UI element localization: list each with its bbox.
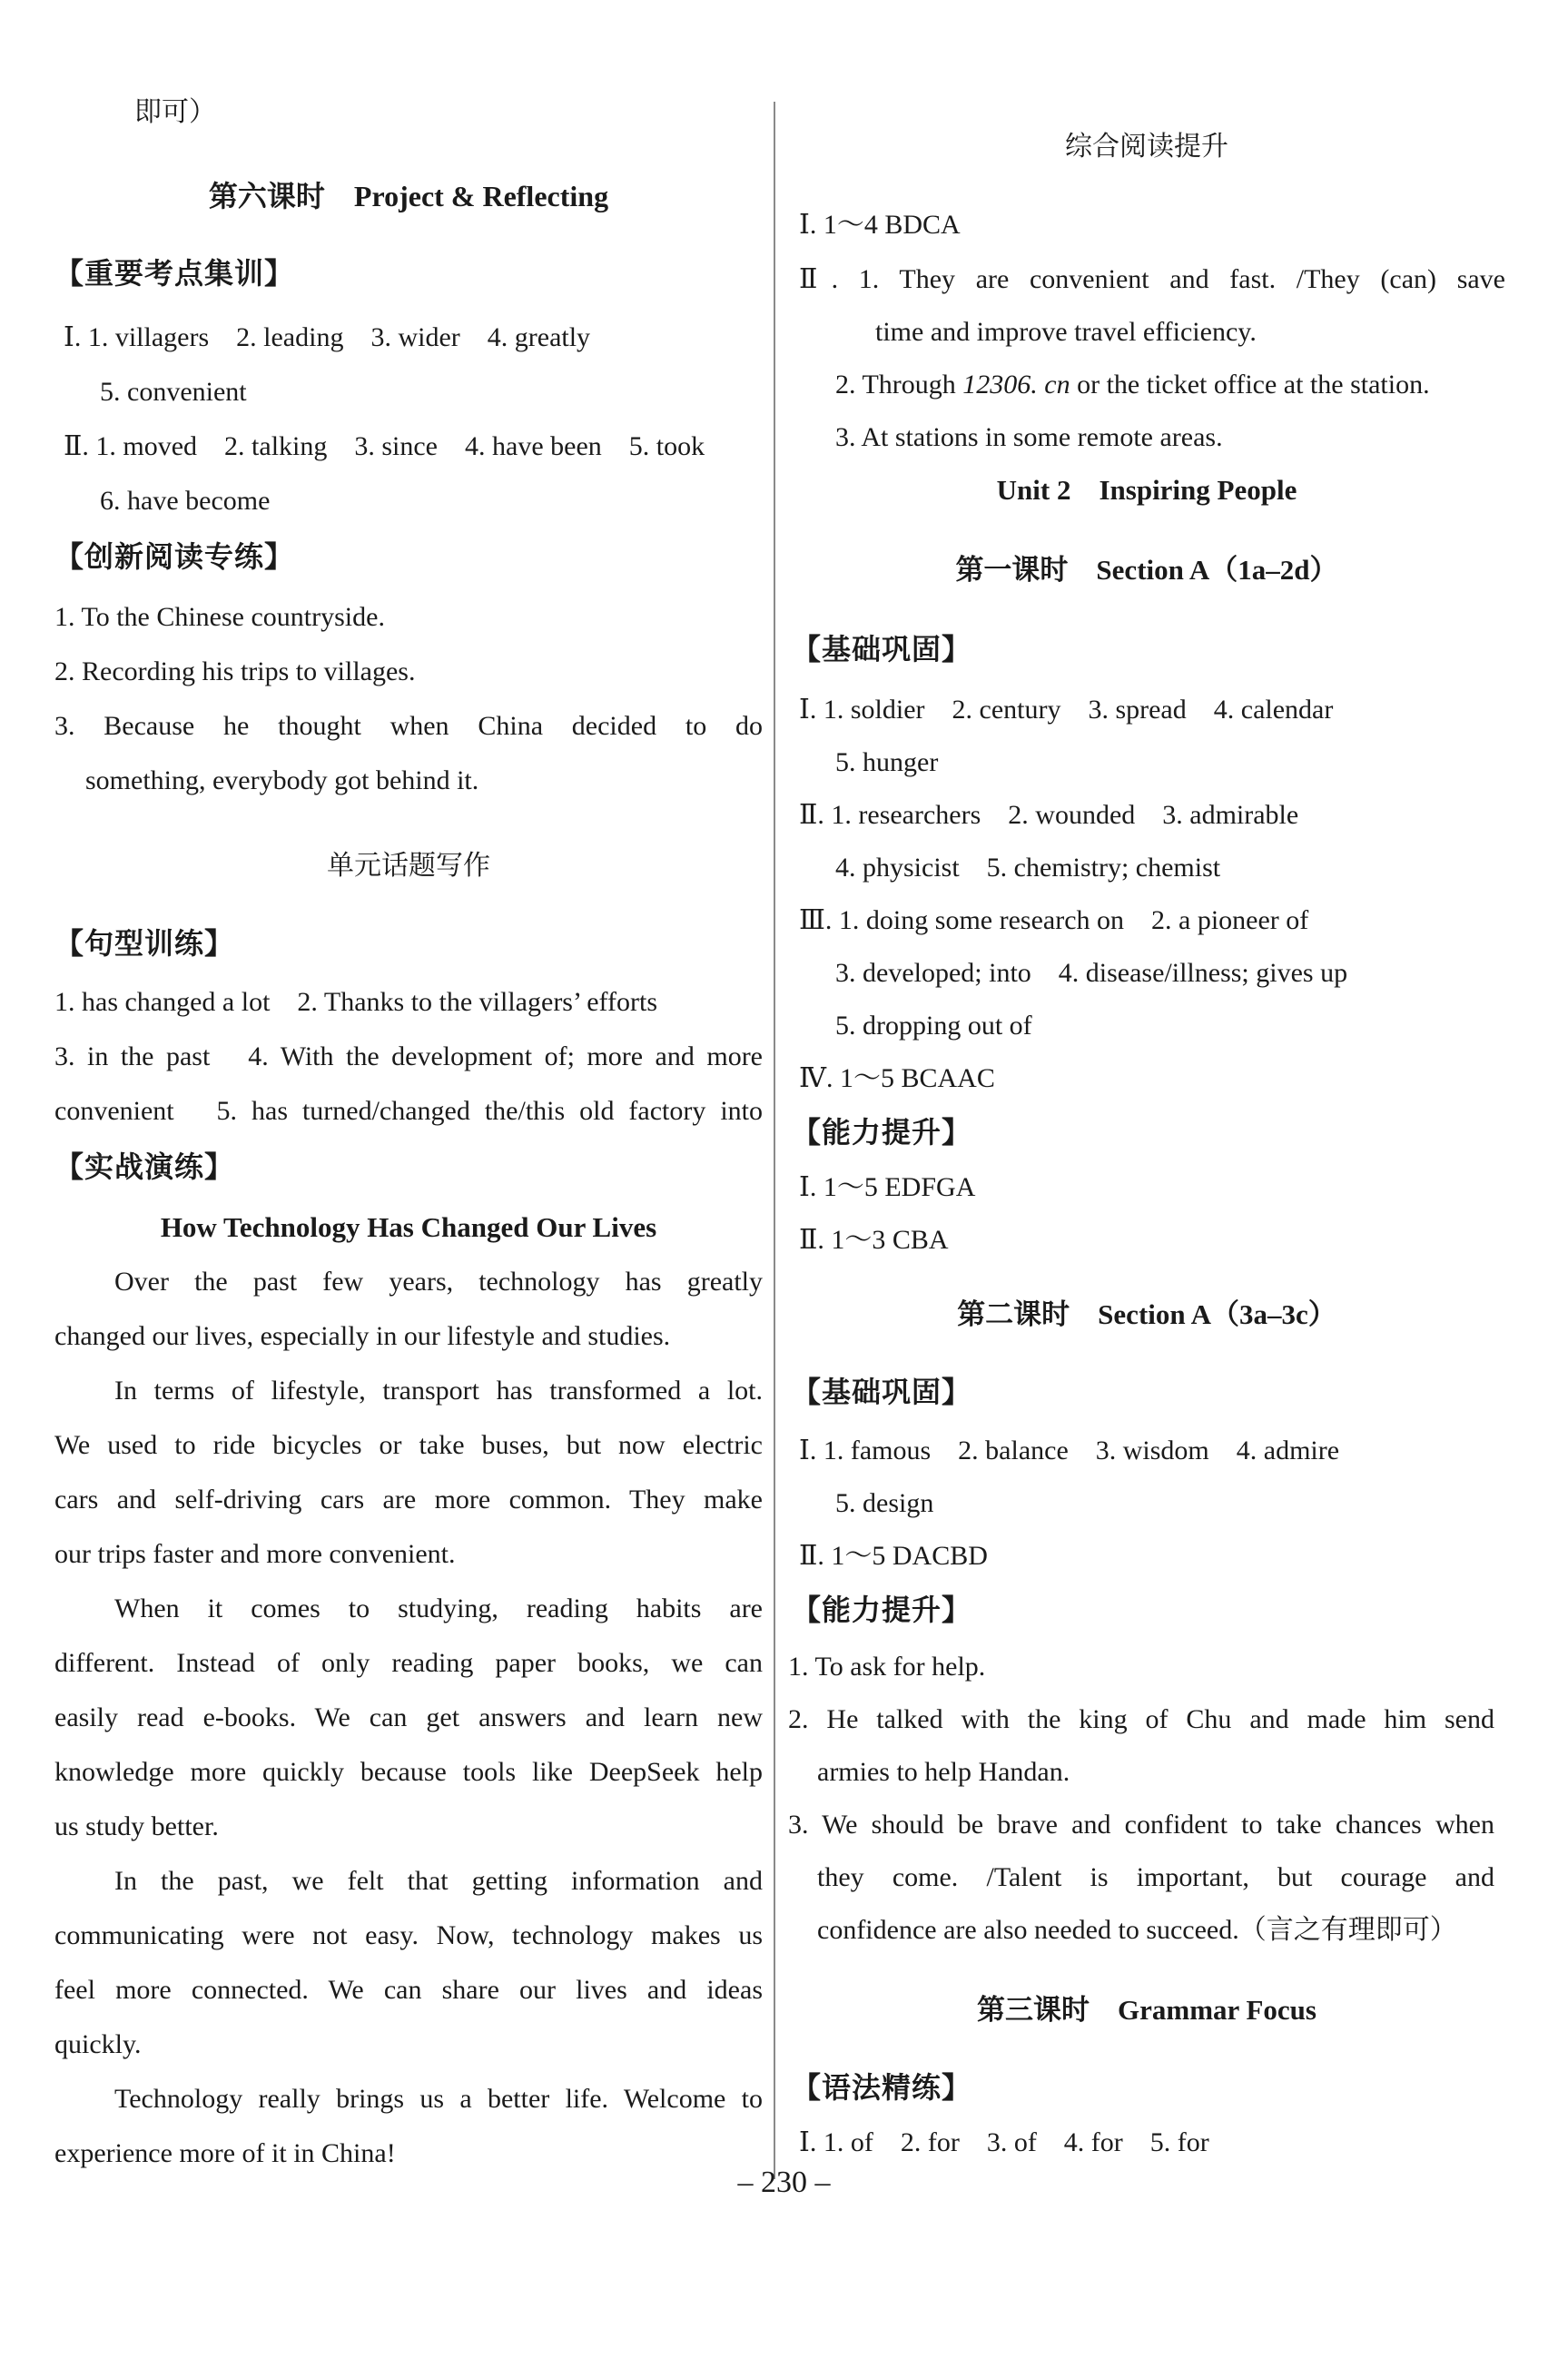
answer-text: 2. Through	[835, 370, 963, 400]
website-text: 12306. cn	[962, 370, 1070, 400]
answer-line	[835, 367, 1430, 403]
answer-line: 1. To ask for help.	[788, 1652, 986, 1682]
section-heading: 【实战演练】	[54, 1149, 235, 1184]
answer-line: 5. dropping out of	[835, 1011, 1032, 1041]
essay-line: different. Instead of only reading paper books, we can	[54, 1648, 763, 1678]
section-heading: 【创新阅读专练】	[54, 539, 295, 574]
answer-line: Ⅱ. 1～5 DACBD	[799, 1541, 988, 1571]
essay-line: Technology really brings us a better life. Welcome to	[114, 2084, 763, 2114]
unit-writing-title: 单元话题写作	[327, 850, 490, 882]
answer-line: confidence are also needed to succeed.（言之有理即可）	[817, 1915, 1457, 1945]
answer-line: something, everybody got behind it.	[85, 765, 479, 795]
essay-line: When it comes to studying, reading habits are	[114, 1593, 763, 1623]
lesson-3-title: 第三课时 Grammar Focus	[977, 1994, 1317, 2026]
answer-line: Ⅰ. 1. soldier 2. century 3. spread 4. calendar	[799, 695, 1334, 725]
left-column	[54, 0, 763, 2168]
section-heading: 【句型训练】	[54, 926, 235, 961]
answer-line: 3. developed; into 4. disease/illness; gives up	[835, 958, 1348, 988]
section-heading: 【基础巩固】	[792, 632, 972, 666]
reading-title: 综合阅读提升	[1065, 131, 1228, 163]
answer-line: 6. have become	[100, 486, 271, 516]
answer-line: convenient 5. has turned/changed the/this old factory into	[54, 1096, 763, 1126]
essay-line: We used to ride bicycles or take buses, but now electric	[54, 1430, 763, 1460]
answer-line: Ⅰ. 1. of 2. for 3. of 4. for 5. for	[799, 2127, 1209, 2157]
column-divider	[774, 102, 775, 2179]
unit-title: Unit 2 Inspiring People	[996, 474, 1297, 506]
answer-line: time and improve travel efficiency.	[875, 317, 1257, 347]
lesson-6-title: 第六课时 Project & Reflecting	[208, 180, 609, 212]
answer-line: 3. Because he thought when China decided to do	[54, 711, 763, 741]
answer-text: or the ticket office at the station.	[1070, 370, 1430, 400]
answer-line: 4. physicist 5. chemistry; chemist	[835, 853, 1221, 883]
essay-line: quickly.	[54, 2029, 142, 2059]
lesson-1-title: 第一课时 Section A（1a–2d）	[955, 554, 1338, 586]
answer-line: Ⅰ. 1. famous 2. balance 3. wisdom 4. admire	[799, 1436, 1340, 1465]
answer-line: 5. design	[835, 1488, 934, 1518]
essay-line: In terms of lifestyle, transport has transformed a lot.	[114, 1376, 763, 1406]
answer-line: Ⅳ. 1～5 BCAAC	[799, 1063, 995, 1093]
answer-line: 2. He talked with the king of Chu and made him send	[788, 1704, 1494, 1734]
answer-line: Ⅰ. 1. villagers 2. leading 3. wider 4. greatly	[64, 322, 591, 352]
essay-title: How Technology Has Changed Our Lives	[160, 1211, 657, 1243]
essay-line: changed our lives, especially in our lifestyle and studies.	[54, 1321, 671, 1351]
essay-line: knowledge more quickly because tools like DeepSeek help	[54, 1757, 763, 1787]
essay-line: cars and self-driving cars are more common. They make	[54, 1485, 763, 1515]
answer-line: Ⅱ. 1. They are convenient and fast. /They (can) save	[799, 264, 1505, 294]
essay-line: our trips faster and more convenient.	[54, 1539, 456, 1569]
answer-line: Ⅰ. 1～5 EDFGA	[799, 1172, 976, 1202]
continuation-text: 即可）	[134, 97, 216, 127]
right-column	[788, 0, 1505, 2161]
answer-line: 3. in the past 4. With the development of; more and more	[54, 1041, 763, 1071]
answer-line: 3. We should be brave and confident to take chances when	[788, 1810, 1494, 1840]
section-heading: 【重要考点集训】	[54, 256, 295, 291]
section-heading: 【能力提升】	[792, 1115, 972, 1149]
essay-line: Over the past few years, technology has greatly	[114, 1267, 763, 1297]
answer-line: 1. To the Chinese countryside.	[54, 602, 385, 632]
section-heading: 【能力提升】	[792, 1593, 972, 1627]
essay-line: In the past, we felt that getting information and	[114, 1866, 763, 1896]
section-heading: 【语法精练】	[792, 2070, 972, 2105]
essay-line: experience more of it in China!	[54, 2138, 396, 2168]
answer-line: 1. has changed a lot 2. Thanks to the villagers’ efforts	[54, 987, 657, 1017]
answer-line: they come. /Talent is important, but courage and	[817, 1862, 1494, 1892]
answer-line: 5. convenient	[100, 377, 247, 407]
page-number: – 230 –	[737, 2166, 831, 2199]
answer-line: 5. hunger	[835, 747, 939, 777]
answer-line: 2. Recording his trips to villages.	[54, 656, 416, 686]
section-heading: 【基础巩固】	[792, 1375, 972, 1409]
answer-line: Ⅰ. 1～4 BDCA	[799, 210, 961, 240]
essay-line: easily read e-books. We can get answers and learn new	[54, 1702, 763, 1732]
lesson-2-title: 第二课时 Section A（3a–3c）	[957, 1298, 1336, 1330]
answer-line: 3. At stations in some remote areas.	[835, 422, 1223, 452]
answer-line: Ⅱ. 1～3 CBA	[799, 1225, 949, 1255]
answer-line: Ⅱ. 1. moved 2. talking 3. since 4. have been 5. took	[64, 431, 705, 461]
essay-line: communicating were not easy. Now, technology makes us	[54, 1920, 763, 1950]
answer-line: Ⅲ. 1. doing some research on 2. a pioneer of	[799, 905, 1309, 935]
answer-line: armies to help Handan.	[817, 1757, 1070, 1787]
essay-line: feel more connected. We can share our lives and ideas	[54, 1975, 763, 2005]
answer-line: Ⅱ. 1. researchers 2. wounded 3. admirable	[799, 800, 1299, 830]
essay-line: us study better.	[54, 1811, 219, 1841]
